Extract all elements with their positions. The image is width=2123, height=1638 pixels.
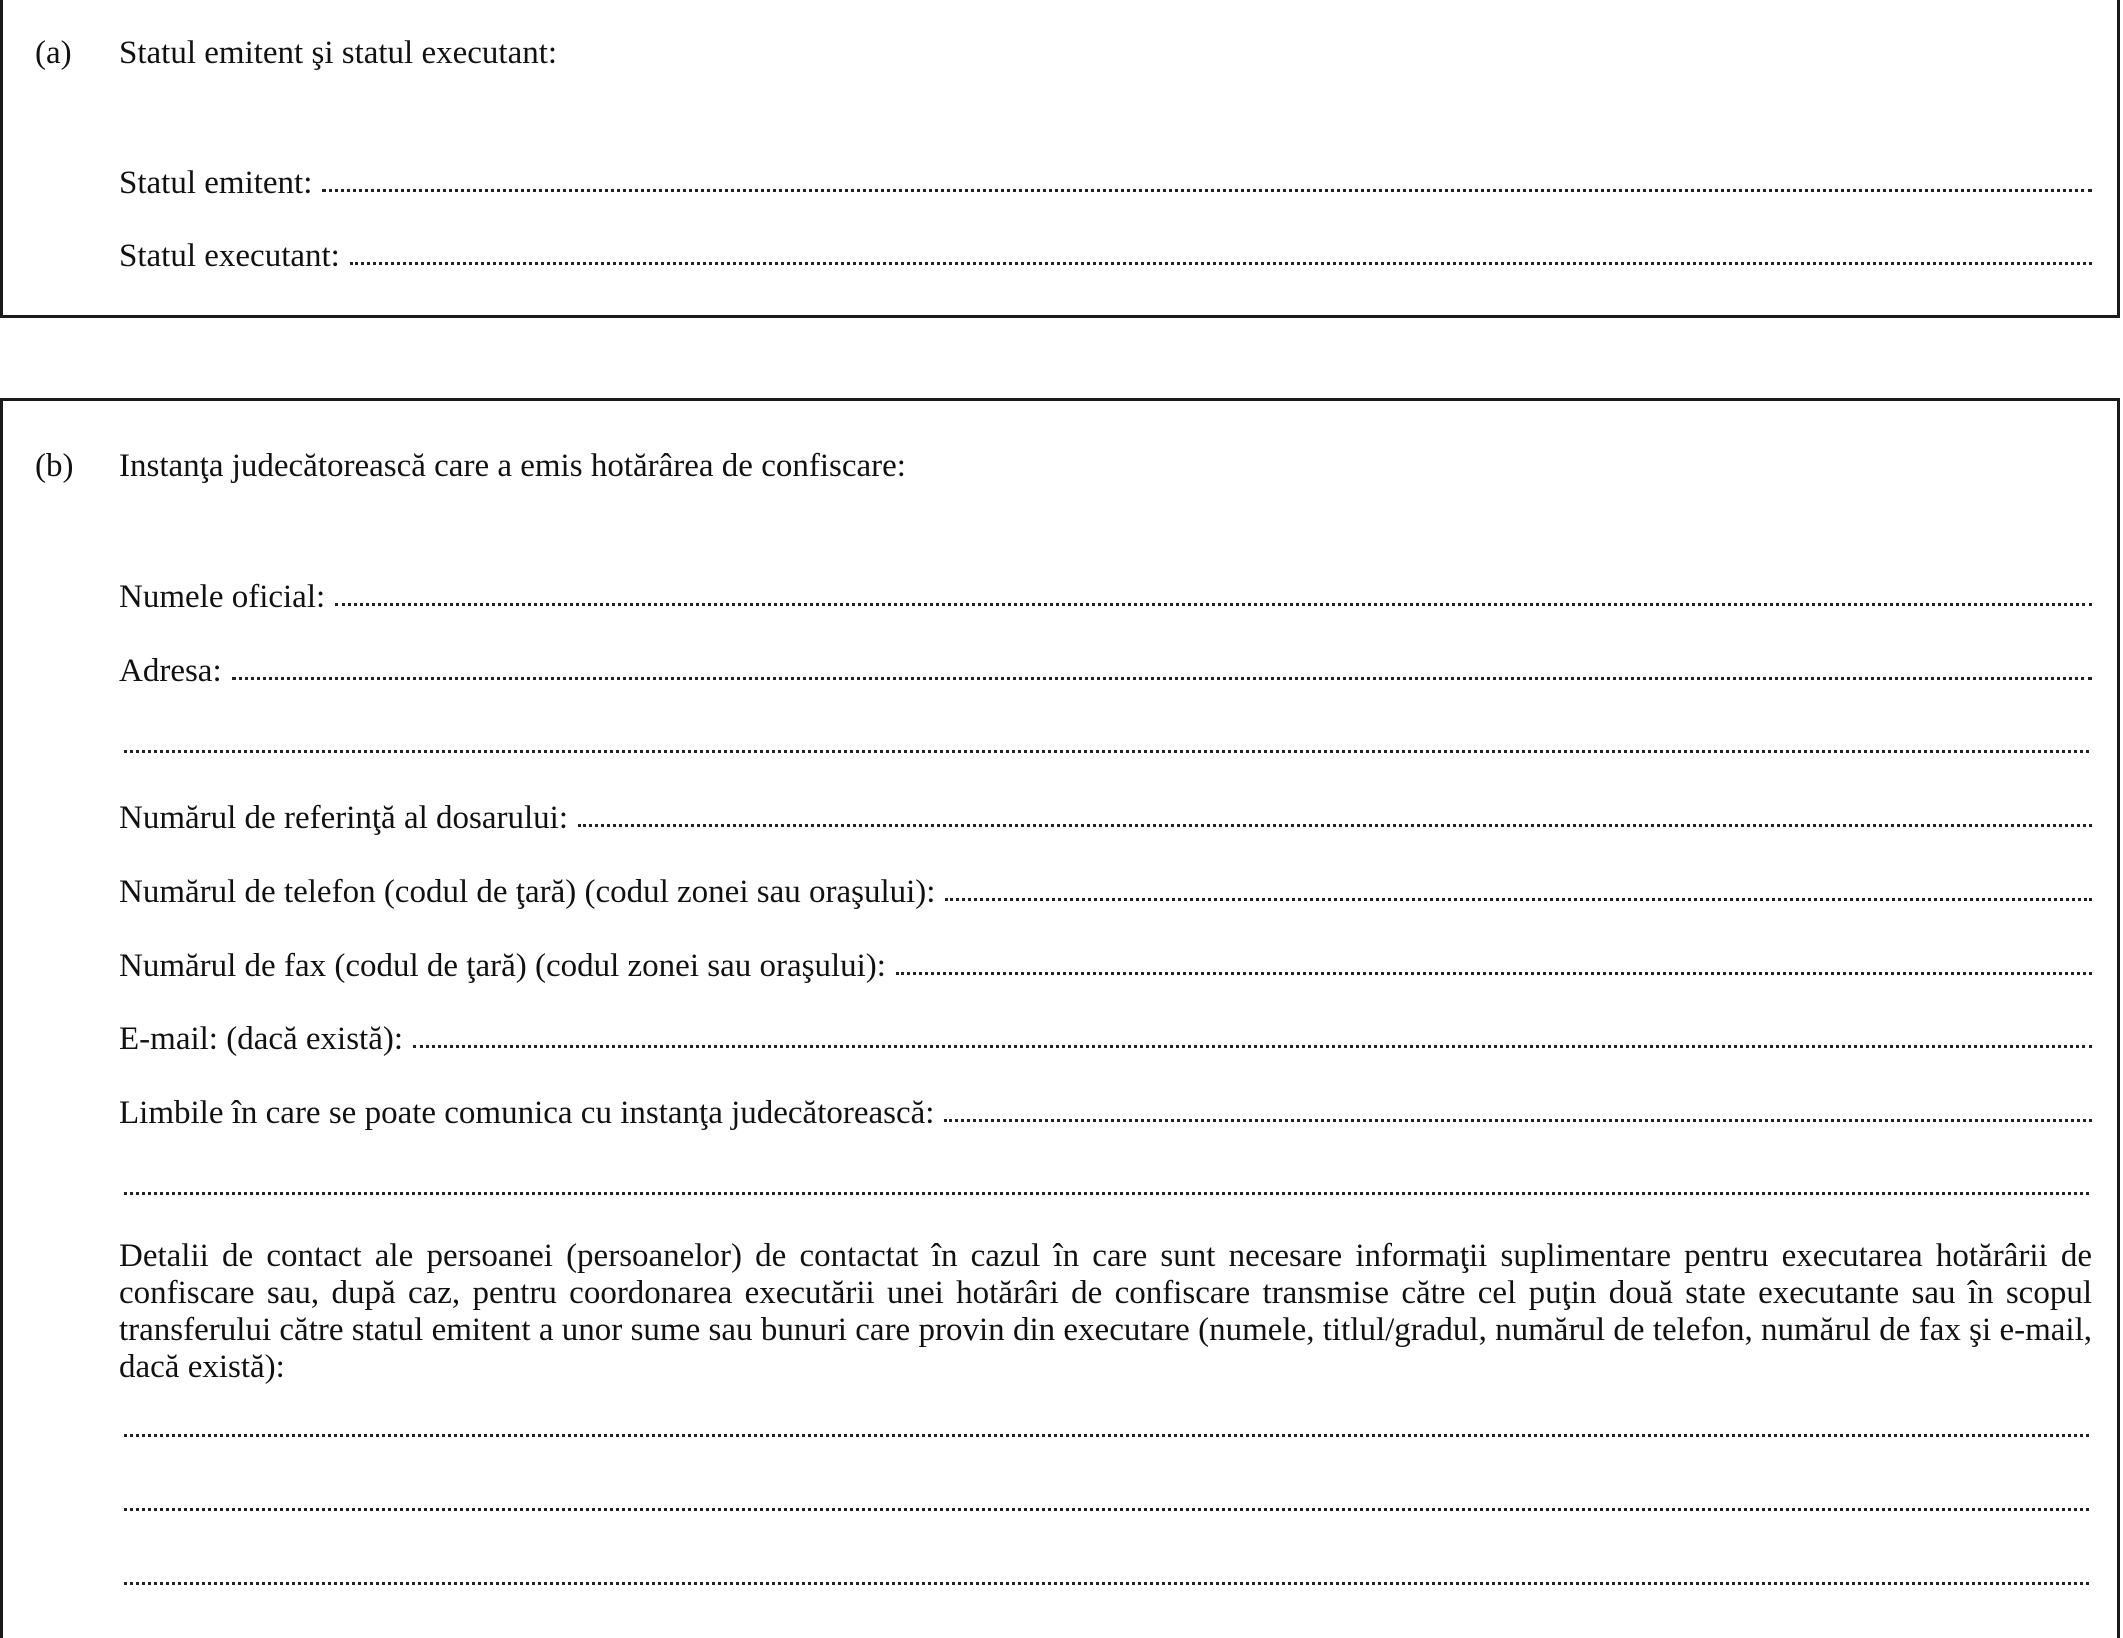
executing-state-field[interactable] [119, 236, 2092, 276]
section-a-heading: Statul emitent şi statul executant: [119, 35, 558, 71]
contact-line-3-dotted-line[interactable] [124, 1582, 2089, 1585]
section-a-marker: (a) [35, 35, 72, 71]
fax-dotted-line[interactable] [896, 972, 2092, 975]
address-continuation-field[interactable] [119, 724, 2092, 764]
contact-line-2-dotted-line[interactable] [124, 1508, 2089, 1511]
contact-line-1-dotted-line[interactable] [124, 1434, 2089, 1437]
languages-continuation-dotted-line[interactable] [124, 1192, 2089, 1195]
official-name-dotted-line[interactable] [335, 603, 2092, 606]
contact-line-2[interactable] [119, 1482, 2092, 1522]
phone-label: Numărul de telefon (codul de ţară) (codul zonei sau oraşului): [119, 874, 936, 910]
contact-line-1[interactable] [119, 1408, 2092, 1448]
official-name-label: Numele oficial: [119, 579, 326, 615]
executing-state-label: Statul executant: [119, 238, 340, 274]
address-label: Adresa: [119, 653, 222, 689]
reference-number-dotted-line[interactable] [578, 824, 2092, 827]
section-b-heading: Instanţa judecătorească care a emis hotărârea de confiscare: [119, 448, 906, 484]
reference-number-field[interactable] [119, 798, 2092, 838]
phone-field[interactable] [119, 872, 2092, 912]
email-dotted-line[interactable] [413, 1045, 2092, 1048]
section-a-box [0, 0, 2120, 318]
contact-line-3[interactable] [119, 1556, 2092, 1596]
email-label: E-mail: (dacă există): [119, 1021, 404, 1057]
reference-number-label: Numărul de referinţă al dosarului: [119, 800, 568, 836]
fax-field[interactable] [119, 946, 2092, 986]
official-name-field[interactable] [119, 577, 2092, 617]
section-b-box [0, 398, 2120, 1638]
fax-label: Numărul de fax (codul de ţară) (codul zonei sau oraşului): [119, 948, 886, 984]
languages-continuation-field[interactable] [119, 1166, 2092, 1206]
phone-dotted-line[interactable] [945, 898, 2092, 901]
contact-details-paragraph: Detalii de contact ale persoanei (persoanelor) de contactat în cazul în care sunt necesare informaţii suplimentare pentru executarea hotărârii de confiscare sau, după caz, pentru coordonarea executării unei hotărâri de confiscare transmise către cel puţin două state executante sau în scopul transferului către statul emitent a unor sume sau bunuri care provin din executare (numele, titlul/gradul, numărul de telefon, numărul de fax şi e-mail, dacă există): [119, 1238, 2092, 1385]
section-b-marker: (b) [35, 448, 74, 484]
issuing-state-dotted-line[interactable] [322, 189, 2092, 192]
languages-field[interactable] [119, 1093, 2092, 1133]
issuing-state-label: Statul emitent: [119, 165, 313, 201]
address-dotted-line[interactable] [232, 677, 2092, 680]
languages-dotted-line[interactable] [944, 1119, 2092, 1122]
address-field[interactable] [119, 651, 2092, 691]
issuing-state-field[interactable] [119, 163, 2092, 203]
address-continuation-dotted-line[interactable] [124, 750, 2089, 753]
email-field[interactable] [119, 1019, 2092, 1059]
languages-label: Limbile în care se poate comunica cu instanţa judecătorească: [119, 1095, 935, 1131]
executing-state-dotted-line[interactable] [350, 262, 2092, 265]
